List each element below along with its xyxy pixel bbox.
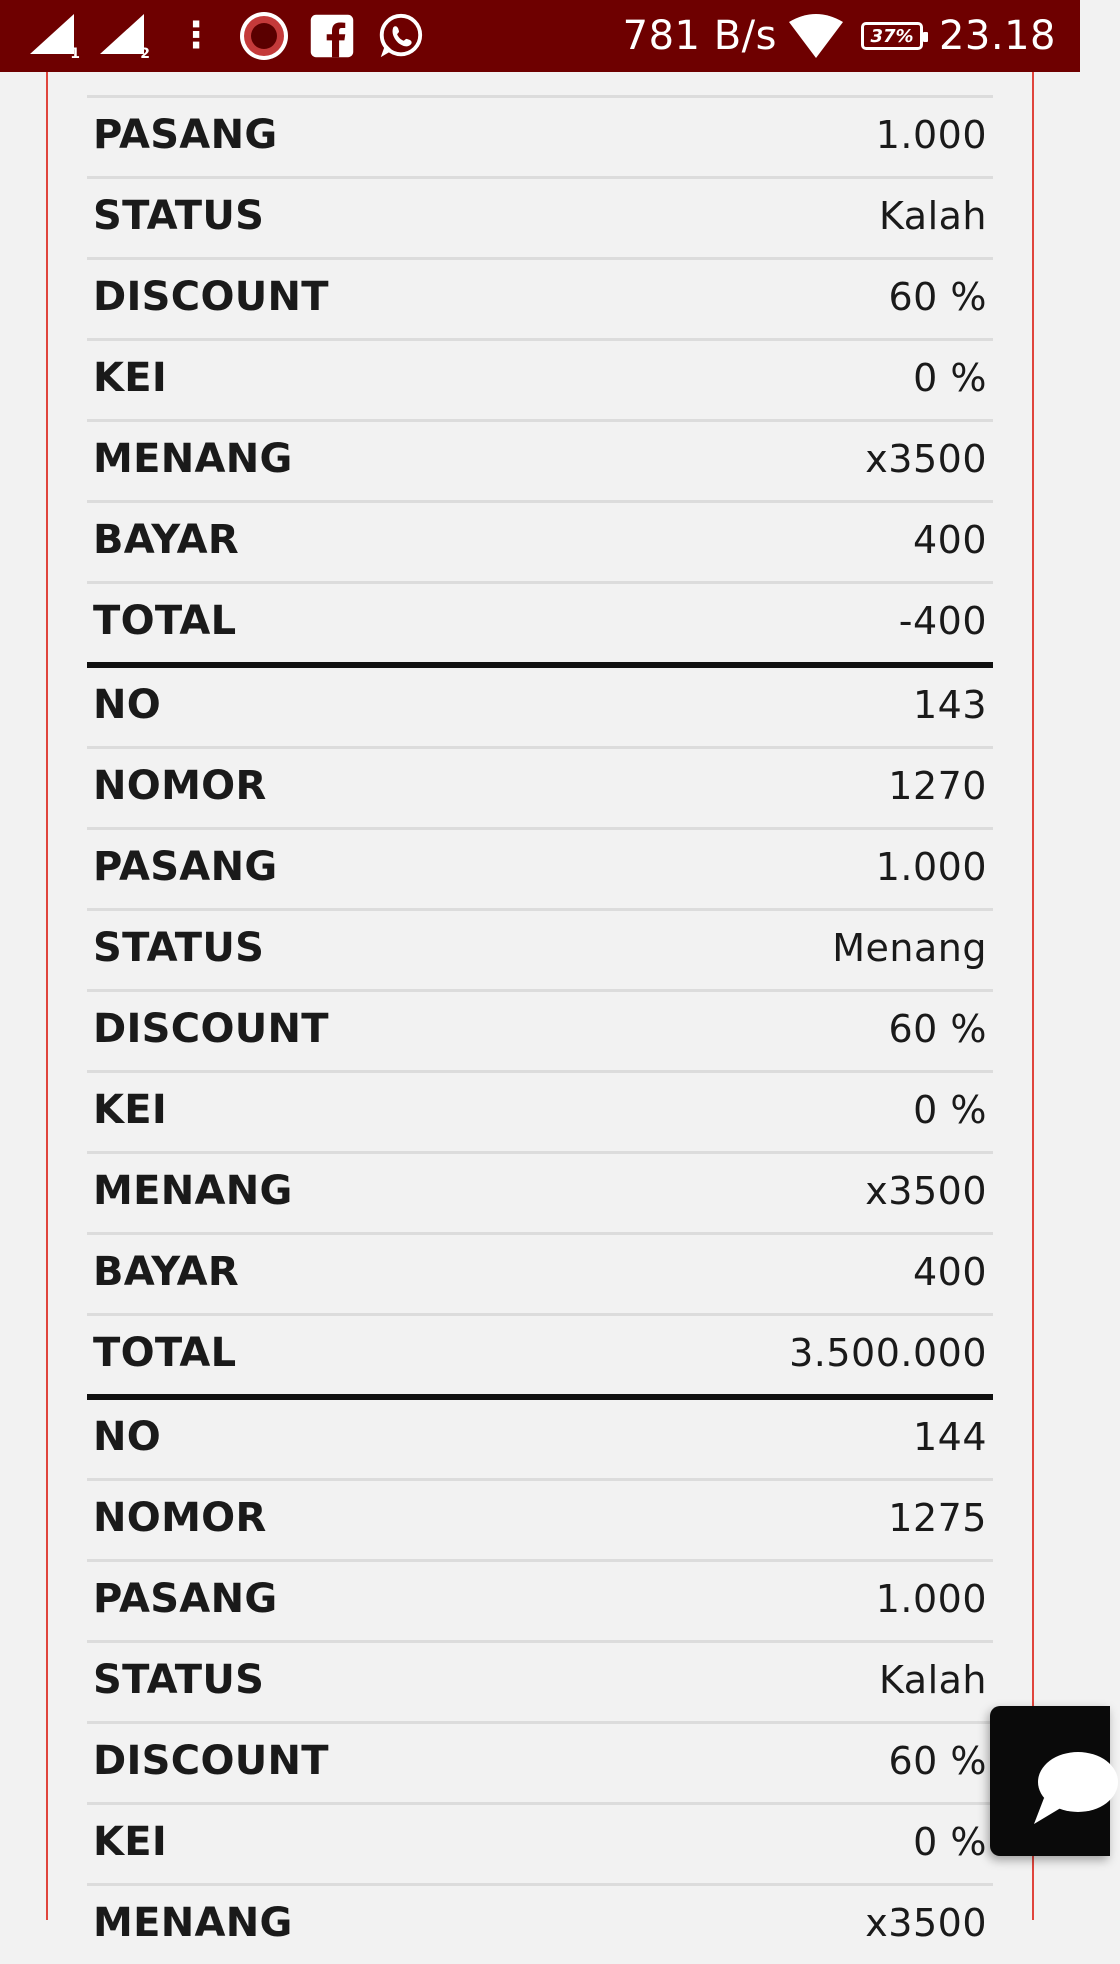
row-value: 1.000 — [875, 113, 987, 157]
row-label: STATUS — [93, 1657, 265, 1703]
row-value: x3500 — [865, 1169, 987, 1213]
row-value: Menang — [832, 926, 987, 970]
table-row — [87, 1232, 993, 1313]
row-label: DISCOUNT — [93, 274, 329, 320]
signal-sim2-icon — [100, 14, 152, 62]
row-value: Kalah — [879, 1658, 987, 1702]
facebook-icon — [306, 10, 358, 62]
row-value: -400 — [898, 599, 987, 643]
row-value: 60 % — [888, 1007, 987, 1051]
row-value: 400 — [912, 518, 987, 562]
row-value: 144 — [912, 1415, 987, 1459]
row-label: PASANG — [93, 1576, 278, 1622]
row-value: 60 % — [888, 1739, 987, 1783]
row-label: NO — [93, 682, 162, 728]
record — [87, 1394, 993, 1964]
table-row — [87, 338, 993, 419]
table-row — [87, 419, 993, 500]
record — [87, 662, 993, 1394]
row-value: 400 — [912, 1250, 987, 1294]
table-row — [87, 1151, 993, 1232]
row-value: Kalah — [879, 194, 987, 238]
row-label: NOMOR — [93, 1495, 267, 1541]
whatsapp-icon — [374, 10, 426, 62]
clock: 23.18 — [938, 13, 1056, 59]
row-value: x3500 — [865, 1901, 987, 1945]
row-label: MENANG — [93, 1900, 293, 1946]
table-row — [87, 1883, 993, 1964]
row-label: TOTAL — [93, 598, 237, 644]
row-label: DISCOUNT — [93, 1006, 329, 1052]
battery-icon — [861, 22, 923, 50]
row-label: MENANG — [93, 436, 293, 482]
row-label: PASANG — [93, 112, 278, 158]
chat-bubble-icon — [1030, 1748, 1120, 1828]
row-label: NO — [93, 1414, 162, 1460]
chat-button[interactable] — [990, 1706, 1110, 1856]
transaction-table — [87, 95, 993, 1964]
table-row — [87, 1721, 993, 1802]
table-row — [87, 908, 993, 989]
row-label: KEI — [93, 355, 168, 401]
row-value: 1.000 — [875, 845, 987, 889]
row-label: PASANG — [93, 844, 278, 890]
table-row — [87, 500, 993, 581]
table-row — [87, 989, 993, 1070]
table-row — [87, 1070, 993, 1151]
row-label: KEI — [93, 1087, 168, 1133]
row-label: KEI — [93, 1819, 168, 1865]
network-speed: 781 B/s — [622, 13, 777, 59]
table-row — [87, 1394, 993, 1478]
row-label: NOMOR — [93, 763, 267, 809]
row-value: 0 % — [913, 1820, 987, 1864]
row-value: 1275 — [888, 1496, 987, 1540]
sim1-label: 1 — [70, 46, 80, 62]
wifi-icon — [777, 14, 855, 58]
battery-percent: 37% — [870, 25, 914, 47]
table-row — [87, 1313, 993, 1394]
record-app-icon — [238, 10, 290, 62]
row-value: 143 — [912, 683, 987, 727]
table-row — [87, 1802, 993, 1883]
row-label: BAYAR — [93, 1249, 240, 1295]
table-row — [87, 827, 993, 908]
table-row — [87, 176, 993, 257]
row-label: TOTAL — [93, 1330, 237, 1376]
table-row — [87, 1559, 993, 1640]
table-row — [87, 1640, 993, 1721]
table-row — [87, 581, 993, 662]
row-value: x3500 — [865, 437, 987, 481]
table-row — [87, 95, 993, 176]
row-value: 1270 — [888, 764, 987, 808]
row-value: 0 % — [913, 356, 987, 400]
row-label: BAYAR — [93, 517, 240, 563]
table-row — [87, 746, 993, 827]
record — [87, 95, 993, 662]
row-value: 0 % — [913, 1088, 987, 1132]
status-bar-left — [30, 10, 442, 62]
row-label: MENANG — [93, 1168, 293, 1214]
overflow-dots-icon: ⋮ — [178, 15, 214, 56]
row-label: STATUS — [93, 925, 265, 971]
signal-sim1-icon — [30, 14, 82, 62]
row-label: DISCOUNT — [93, 1738, 329, 1784]
table-row — [87, 257, 993, 338]
table-row — [87, 662, 993, 746]
table-row — [87, 1478, 993, 1559]
row-value: 60 % — [888, 275, 987, 319]
sim2-label: 2 — [140, 46, 150, 62]
status-bar — [0, 0, 1080, 72]
row-value: 3.500.000 — [789, 1331, 987, 1375]
row-value: 1.000 — [875, 1577, 987, 1621]
row-label: STATUS — [93, 193, 265, 239]
status-bar-right — [623, 13, 1056, 59]
